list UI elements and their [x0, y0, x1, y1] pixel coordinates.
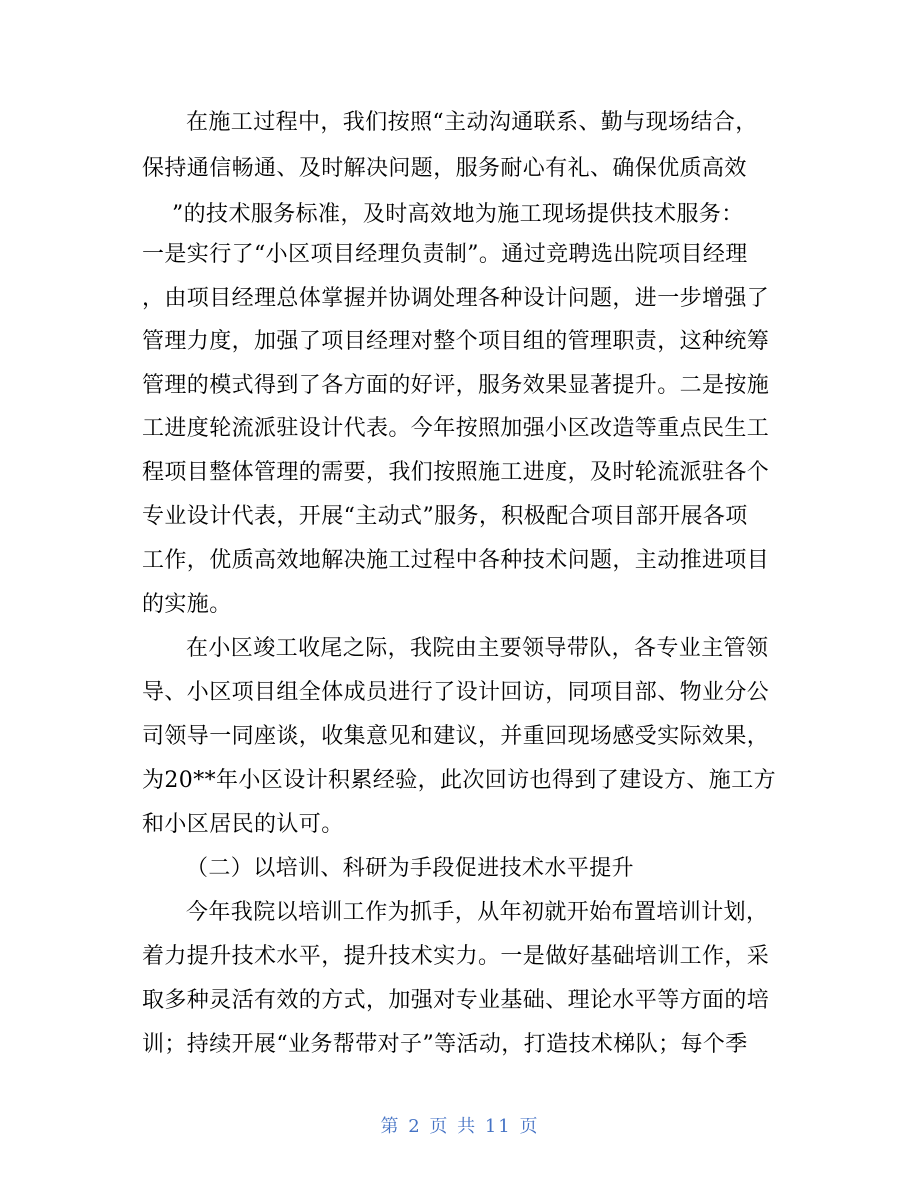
page-number: 第 2 页 共 11 页 [380, 1116, 540, 1137]
paragraph-line: 程项目整体管理的需要，我们按照施工进度，及时轮流派驻各个 [142, 460, 770, 485]
paragraph-line: 管理力度，加强了项目经理对整个项目组的管理职责，这种统筹 [142, 329, 770, 354]
paragraph-line: 工进度轮流派驻设计代表。今年按照加强小区改造等重点民生工 [142, 416, 770, 441]
paragraph-line: 保持通信畅通、及时解决问题，服务耐心有礼、确保优质高效 [142, 156, 747, 181]
paragraph-line: 司领导一同座谈，收集意见和建议，并重回现场感受实际效果， [142, 724, 770, 749]
paragraph-line: 取多种灵活有效的方式，加强对专业基础、理论水平等方面的培 [142, 988, 770, 1013]
paragraph-line: 的实施。 [142, 592, 232, 617]
paragraph-line: ，由项目经理总体掌握并协调处理各种设计问题，进一步增强了 [142, 286, 770, 311]
paragraph-line: 着力提升技术水平，提升技术实力。一是做好基础培训工作，采 [142, 944, 770, 969]
paragraph-line: 一是实行了“小区项目经理负责制”。通过竞聘选出院项目经理 [142, 242, 748, 267]
paragraph-line: 和小区居民的认可。 [142, 812, 344, 837]
paragraph-line: 今年我院以培训工作为抓手，从年初就开始布置培训计划， [186, 900, 769, 925]
paragraph-line: 在小区竣工收尾之际，我院由主要领导带队，各专业主管领 [186, 636, 769, 661]
paragraph-line: 管理的模式得到了各方面的好评，服务效果显著提升。二是按施 [142, 373, 770, 398]
paragraph-line: 工作，优质高效地解决施工过程中各种技术问题，主动推进项目 [142, 548, 770, 573]
paragraph-line: 专业设计代表，开展“主动式”服务，积极配合项目部开展各项 [142, 504, 748, 529]
paragraph-line: 导、小区项目组全体成员进行了设计回访，同项目部、物业分公 [142, 680, 770, 705]
paragraph-line: 在施工过程中，我们按照“主动沟通联系、勤与现场结合， [186, 110, 758, 135]
paragraph-line: 为20**年小区设计积累经验，此次回访也得到了建设方、施工方 [142, 768, 776, 793]
section-heading: （二）以培训、科研为手段促进技术水平提升 [186, 856, 635, 881]
paragraph-line: 训；持续开展“业务帮带对子”等活动，打造技术梯队；每个季 [142, 1032, 748, 1057]
paragraph-line: ”的技术服务标准，及时高效地为施工现场提供技术服务： [172, 202, 744, 227]
